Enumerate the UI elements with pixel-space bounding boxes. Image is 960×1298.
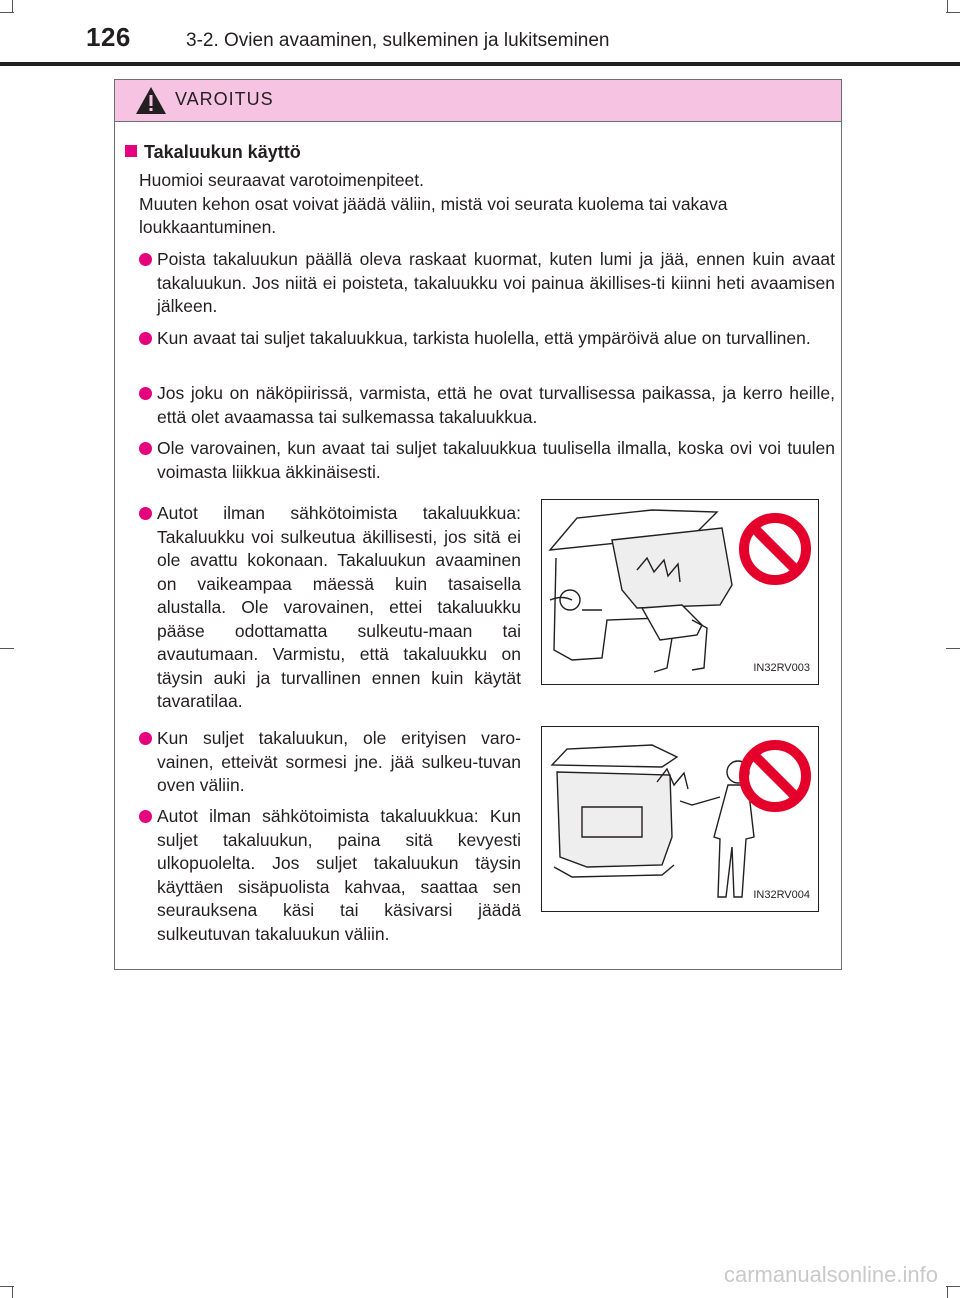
crop-mark xyxy=(0,648,14,649)
page-number: 126 xyxy=(86,22,131,52)
bullet-dot-icon xyxy=(139,507,152,520)
prohibited-icon xyxy=(738,512,812,586)
list-item: Ole varovainen, kun avaat tai suljet takaluukkua tuulisella ilmalla, koska ovi voi tuulen voimasta liikkua äkkinäisesti. xyxy=(139,437,835,484)
crop-mark xyxy=(0,12,14,13)
list-item: Jos joku on näköpiirissä, varmista, että he ovat turvallisessa paikassa, ja kerro heille, että olet avaamassa tai sulkemassa takaluukkua. xyxy=(139,382,835,429)
bullet-dot-icon xyxy=(139,387,152,400)
crop-mark xyxy=(947,1286,948,1298)
crop-mark xyxy=(946,648,960,649)
warning-box xyxy=(114,79,842,970)
bullet-dot-icon xyxy=(139,442,152,455)
warning-header xyxy=(115,80,841,122)
crop-mark xyxy=(12,1286,13,1298)
prohibited-icon xyxy=(738,739,812,813)
footer-watermark: carmanualsonline.info xyxy=(723,1262,938,1287)
bullet-dot-icon xyxy=(139,810,152,823)
bullet-dot-icon xyxy=(139,732,152,745)
list-item: Kun suljet takaluukun, ole erityisen varo-vainen, etteivät sormesi jne. jää sulkeu-tuvan oven väliin. xyxy=(139,727,521,798)
figure-code: IN32RV003 xyxy=(753,661,810,674)
list-item: Autot ilman sähkötoimista takaluukkua: Kun suljet takaluukun, paina sitä kevyesti ulkopuolelta. Jos suljet takaluukun täysin käyttäen sisäpuolista kahvaa, saattaa sen seurauksena käsi tai käsivarsi jäädä sulkeutuvan takaluukun väliin. xyxy=(139,805,521,946)
intro-line-2: Muuten kehon osat voivat jäädä väliin, mistä voi seurata kuolema tai vakava loukkaantuminen. xyxy=(139,193,728,237)
intro-text xyxy=(139,169,829,240)
figure-code: IN32RV004 xyxy=(753,888,810,901)
illustration-tailgate-closing xyxy=(541,499,819,685)
section-title: Takaluukun käyttö xyxy=(144,142,301,162)
chapter-title: 3-2. Ovien avaaminen, sulkeminen ja lukitseminen xyxy=(186,30,610,51)
warning-title: VAROITUS xyxy=(175,89,274,109)
list-item: Autot ilman sähkötoimista takaluukkua: Takaluukku voi sulkeutua äkillisesti, jos sitä ei ole avattu kokonaan. Takaluukun avaaminen on vaikeampaa mäessä kuin tasaisella alustalla. Ole varovainen, ettei takaluukku pääse odottamatta sulkeutu-maan tai avautumaan. Varmistu, että takaluukku on täysin auki ja turvallinen ennen kuin käytät tavaratilaa. xyxy=(139,502,521,714)
list-item: Poista takaluukun päällä oleva raskaat kuormat, kuten lumi ja jää, ennen kuin avaat takaluukun. Jos niitä ei poisteta, takaluukku voi painua äkillises-ti kiinni heti avaamisen jälkeen. xyxy=(139,248,835,319)
crop-mark xyxy=(946,1286,960,1287)
illustration-fingers-caught xyxy=(541,726,819,912)
header-rule xyxy=(0,62,960,66)
crop-mark xyxy=(947,0,948,12)
warning-triangle-icon xyxy=(135,86,167,115)
list-item: Kun avaat tai suljet takaluukkua, tarkista huolella, että ympäröivä alue on turvallinen. xyxy=(139,327,835,351)
bullet-dot-icon xyxy=(139,332,152,345)
square-bullet-icon xyxy=(125,145,137,157)
section-heading xyxy=(125,141,301,165)
crop-mark xyxy=(946,12,960,13)
bullet-dot-icon xyxy=(139,253,152,266)
intro-line-1: Huomioi seuraavat varotoimenpiteet. xyxy=(139,170,425,190)
crop-mark xyxy=(12,0,13,12)
